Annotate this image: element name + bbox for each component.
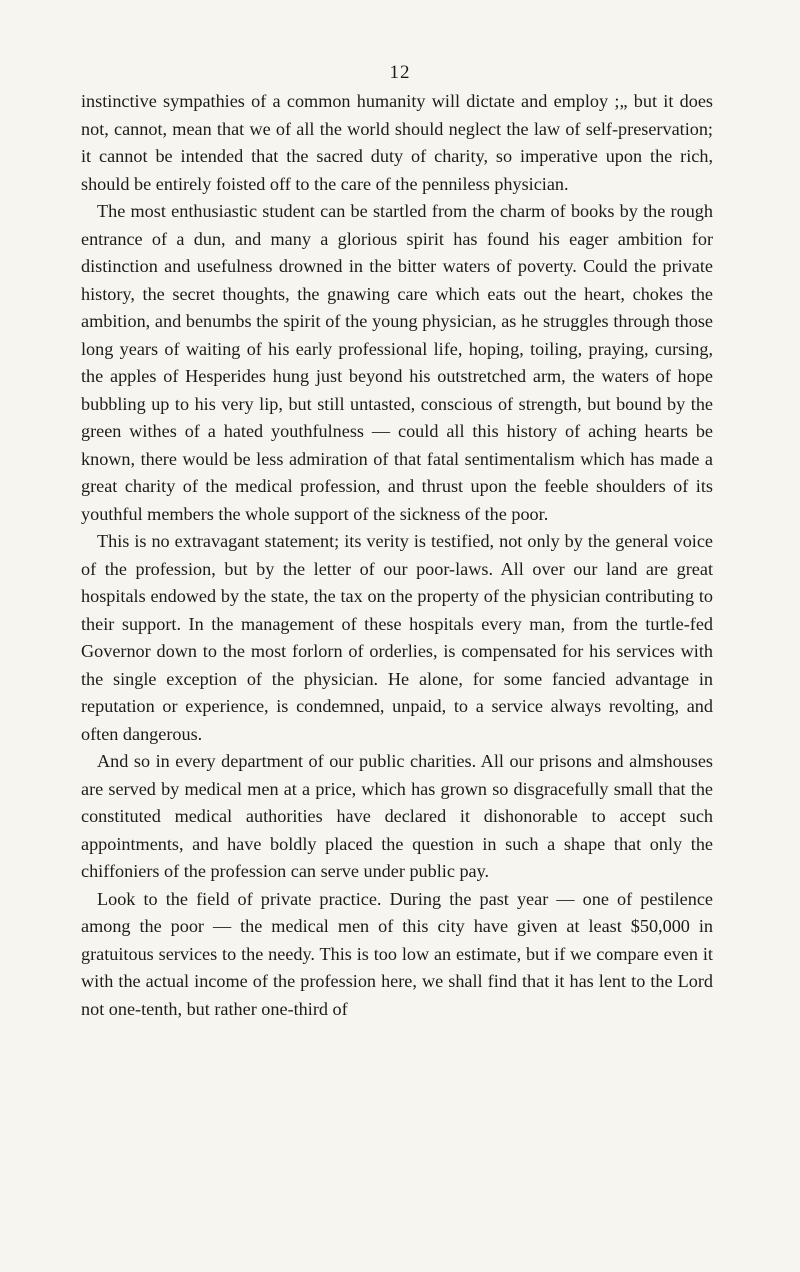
paragraph-1: instinctive sympathies of a common humanity will dictate and employ ;„ but it does not, cannot, mean that we of all the world should neglect the law of self-preservation; it cannot be intended that the sacred duty of charity, so imperative upon the rich, should be entirely foisted off to the care of the penniless physician.	[81, 91, 713, 194]
paragraph-5: Look to the field of private practice. During the past year — one of pestilence among the poor — the medical men of this city have given at least $50,000 in gratuitous services to the needy. This is too low an estimate, but if we compare even it with the actual income of the profession here, we shall find that it has lent to the Lord not one-tenth, but rather one-third of	[81, 888, 713, 1019]
body-text	[81, 88, 713, 1023]
paragraph-3: This is no extravagant statement; its verity is testified, not only by the general voice of the profession, but by the letter of our poor-laws. All over our land are great hospitals endowed by the state, the tax on the property of the physician contributing to their support. In the management of these hospitals every man, from the turtle-fed Governor down to the most forlorn of orderlies, is compensated for his services with the single exception of the physician. He alone, for some fancied advantage in reputation or experience, is condemned, unpaid, to a service always revolting, and often dangerous.	[81, 531, 713, 744]
paragraph-4: And so in every department of our public charities. All our prisons and almshouses are served by medical men at a price, which has grown so disgracefully small that the constituted medical authorities have declared it dishonorable to accept such appointments, and have boldly placed the question in such a shape that only the chiffoniers of the profession can serve under public pay.	[81, 751, 713, 881]
page-number: 12	[389, 62, 411, 83]
paragraph-2: The most enthusiastic student can be startled from the charm of books by the rough entrance of a dun, and many a glorious spirit has found his eager ambition for distinction and usefulness drowned in the bitter waters of poverty. Could the private history, the secret thoughts, the gnawing care which eats out the heart, chokes the ambition, and benumbs the spirit of the young physician, as he struggles through those long years of waiting of his early professional life, hoping, toiling, praying, cursing, the apples of Hesperides hung just beyond his outstretched arm, the waters of hope bubbling up to his very lip, but still untasted, conscious of strength, but bound by the green withes of a hated youthfulness — could all this history of aching hearts be known, there would be less admiration of that fatal sentimentalism which has made a great charity of the medical profession, and thrust upon the feeble shoulders of its youthful members the whole support of the sickness of the poor.	[81, 201, 713, 524]
